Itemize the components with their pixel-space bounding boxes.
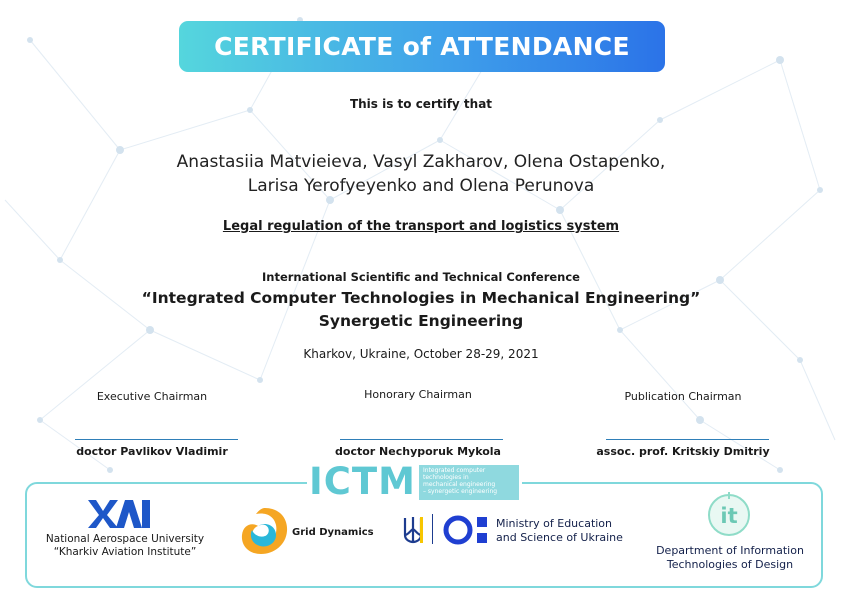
recipient-names [0,150,842,198]
executive-chairman-name: doctor Pavlikov Vladimir [76,445,228,458]
xai-caption-line-2: “Kharkiv Aviation Institute” [53,546,197,558]
ministry-separator [432,514,433,544]
department-caption-line-2: Technologies of Design [666,558,794,571]
executive-signature-line [75,439,238,440]
publication-chairman-name: assoc. prof. Kritskiy Dmitriy [596,445,770,458]
publication-chairman-role: Publication Chairman [624,390,742,403]
conference-type: International Scientific and Technical Conference [262,270,580,284]
publication-signature-line [606,439,769,440]
certify-intro: This is to certify that [349,97,493,111]
department-mark: it [720,504,738,528]
ictm-logo [307,462,522,504]
recipient-line-1: Anastasiia Matvieieva, Vasyl Zakharov, Olena Ostapenko, [176,152,666,172]
certificate-title: CERTIFICATE of ATTENDANCE [214,32,630,61]
ministry-caption-line-1: Ministry of Education [496,517,613,530]
ictm-tagline-line: Integrated computer [423,467,486,474]
paper-title: Legal regulation of the transport and logistics system [222,219,620,234]
xai-emblem-icon [88,498,154,530]
grid-dynamics-label: Grid Dynamics [292,527,374,538]
ministry-caption [496,517,623,545]
title-banner [179,21,665,72]
ministry-caption-line-2: and Science of Ukraine [496,531,623,544]
ictm-tagline [419,465,519,500]
department-caption-line-1: Department of Information [656,544,804,557]
conference-place-date: Kharkov, Ukraine, October 28-29, 2021 [303,347,539,361]
xai-caption-line-1: National Aerospace University [45,533,205,545]
ictm-tagline-line: mechanical engineering [423,481,496,488]
grid-dynamics-icon [238,505,292,557]
department-it-emblem-icon [707,489,751,541]
ictm-tagline-line: technologies in [423,474,469,481]
recipient-line-2: Larisa Yerofyeyenko and Olena Perunova [247,176,595,196]
ictm-tagline-line: – synergetic engineering [423,488,498,495]
department-caption [640,544,820,572]
ministry-logo-icon [443,514,493,546]
honorary-signature-line [340,439,503,440]
ukraine-trident-icon [402,515,424,545]
honorary-chairman-role: Honorary Chairman [364,388,472,401]
conference-name: “Integrated Computer Technologies in Mechanical Engineering” [141,289,701,307]
executive-chairman-role: Executive Chairman [96,390,208,403]
ictm-acronym: ICTM [309,460,416,503]
xai-caption [30,533,220,559]
honorary-chairman-name: doctor Nechyporuk Mykola [335,445,501,458]
conference-section: Synergetic Engineering [318,312,524,330]
